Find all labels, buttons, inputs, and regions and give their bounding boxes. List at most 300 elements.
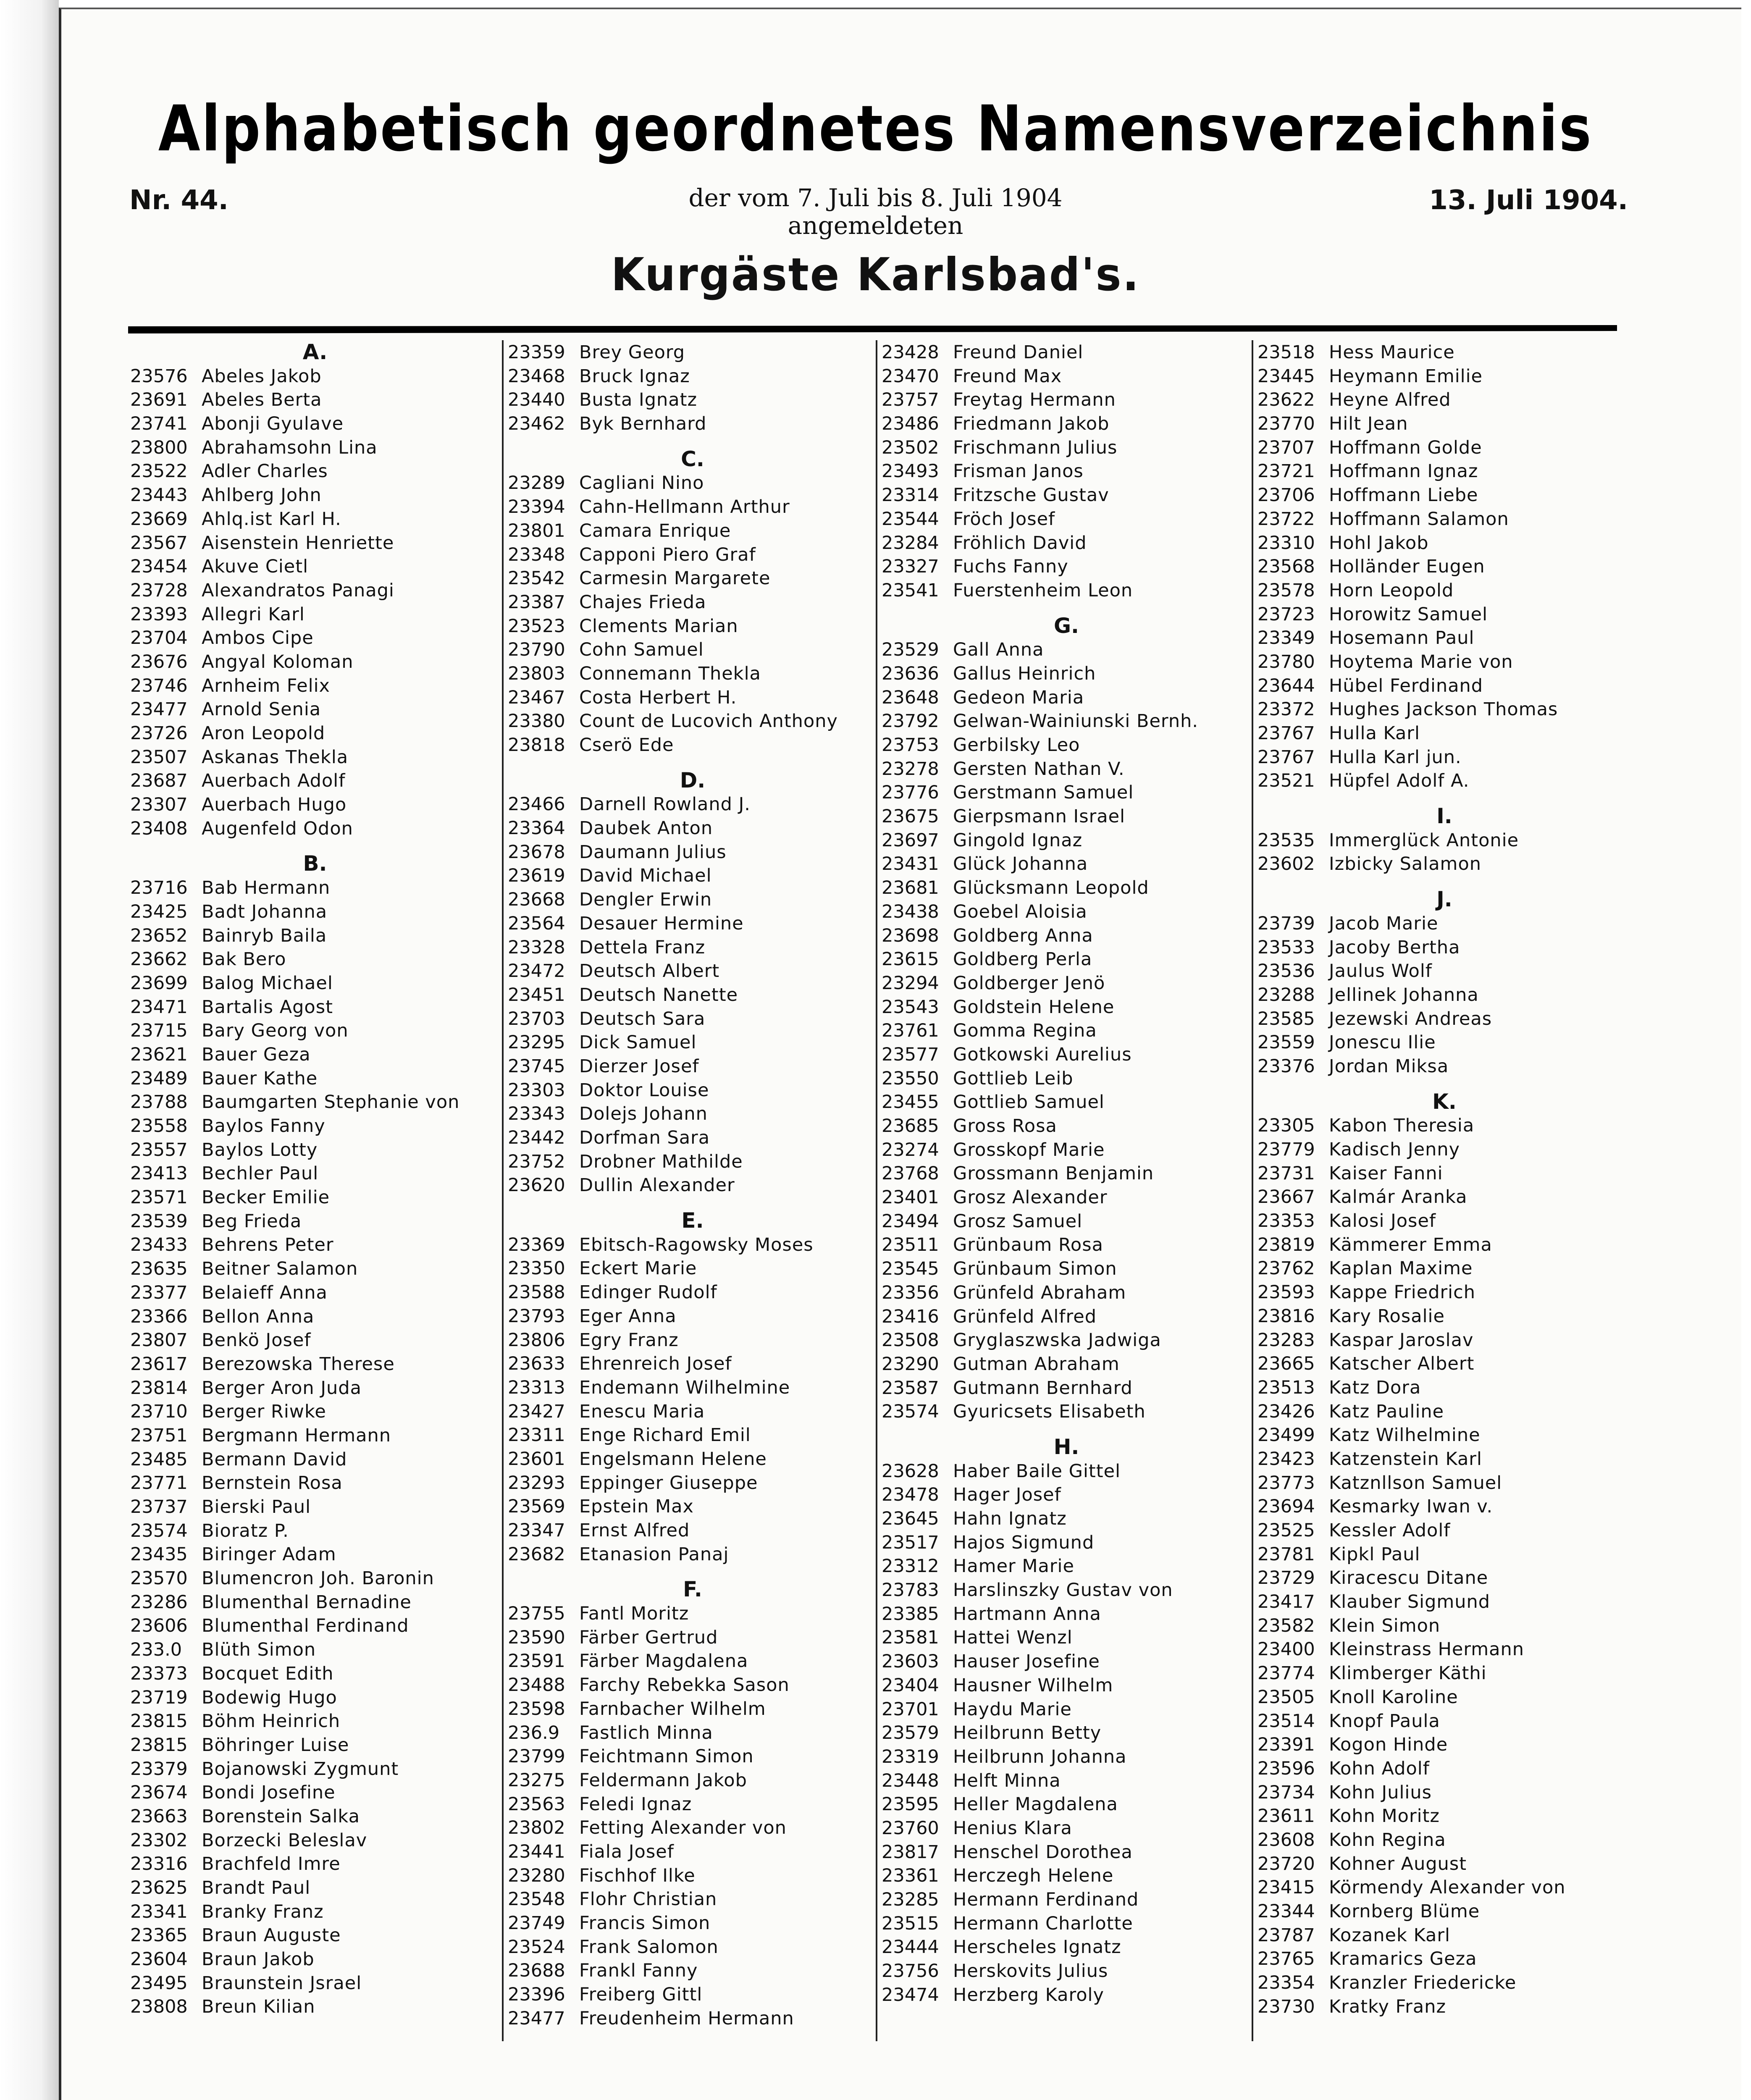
guest-entry	[508, 1007, 877, 1031]
guest-number: 23477	[130, 699, 188, 720]
guest-entry	[882, 1769, 1251, 1793]
guest-entry	[508, 1649, 877, 1673]
guest-name: Katznllson Samuel	[1329, 1472, 1502, 1494]
guest-number: 23328	[508, 937, 565, 958]
guest-name: Frankl Fanny	[579, 1960, 698, 1982]
guest-number: 23574	[130, 1520, 188, 1541]
issue-date: 13. Juli 1904.	[1429, 185, 1628, 216]
guest-number: 23699	[130, 972, 188, 994]
guest-name: Hoffmann Golde	[1329, 437, 1482, 458]
guest-name: Gottlieb Samuel	[953, 1092, 1105, 1113]
guest-entry	[882, 1864, 1251, 1887]
guest-name: Gutmann Bernhard	[953, 1377, 1133, 1399]
guest-number: 23593	[1257, 1282, 1315, 1303]
guest-name: Askanas Thekla	[202, 746, 349, 768]
guest-name: Enescu Maria	[579, 1401, 705, 1422]
guest-name: Jellinek Johanna	[1329, 984, 1479, 1005]
guest-name: Alexandratos Panagi	[202, 580, 394, 601]
guest-number: 23348	[508, 544, 565, 565]
guest-entry	[882, 1161, 1251, 1185]
guest-name: Deutsch Nanette	[579, 984, 738, 1005]
guest-entry	[882, 1483, 1251, 1507]
guest-entry	[1257, 769, 1631, 793]
guest-number: 23289	[508, 472, 565, 494]
guest-name: Goldstein Helene	[953, 996, 1115, 1018]
guest-number: 23466	[508, 794, 565, 815]
guest-number: 23715	[130, 1020, 188, 1042]
guest-entry	[1257, 1233, 1631, 1257]
guest-name: Kalosi Josef	[1329, 1210, 1436, 1232]
guest-number: 23284	[882, 532, 939, 554]
guest-entry	[1257, 1209, 1631, 1233]
guest-name: Herskovits Julius	[953, 1961, 1108, 1982]
guest-entry	[130, 459, 500, 483]
guest-name: Grünfeld Abraham	[953, 1282, 1126, 1303]
guest-entry	[130, 1780, 500, 1804]
guest-number: 23603	[882, 1651, 939, 1672]
guest-name: Fiala Josef	[579, 1841, 674, 1862]
guest-number: 23494	[882, 1210, 939, 1232]
guest-entry	[508, 1102, 877, 1126]
guest-number: 23751	[130, 1425, 188, 1446]
guest-entry	[130, 1685, 500, 1709]
guest-entry	[882, 1840, 1251, 1864]
guest-number: 23779	[1257, 1139, 1315, 1160]
guest-name: Blumencron Joh. Baronin	[202, 1568, 434, 1589]
guest-name: Cagliani Nino	[579, 472, 704, 494]
guest-number: 23350	[508, 1258, 565, 1279]
guest-number: 23521	[1257, 770, 1315, 792]
guest-entry	[130, 1566, 500, 1590]
guest-entry	[508, 959, 877, 983]
guest-number: 23577	[882, 1044, 939, 1065]
guest-name: Friedmann Jakob	[953, 413, 1110, 435]
guest-entry	[882, 1959, 1251, 1983]
guest-entry	[508, 1126, 877, 1150]
guest-entry	[508, 1423, 877, 1447]
guest-entry	[882, 1745, 1251, 1769]
guest-name: Kaiser Fanni	[1329, 1163, 1443, 1184]
guest-entry	[882, 531, 1251, 555]
guest-name: Dullin Alexander	[579, 1175, 735, 1196]
guest-name: Helft Minna	[953, 1770, 1061, 1791]
guest-number: 23790	[508, 639, 565, 661]
guest-name: Haber Baile Gittel	[953, 1460, 1121, 1482]
guest-name: Berger Riwke	[202, 1401, 326, 1423]
guest-name: Hulla Karl jun.	[1329, 746, 1462, 768]
guest-name: Fischhof Ilke	[579, 1865, 696, 1886]
guest-name: Kranzler Friedericke	[1329, 1972, 1517, 1994]
guest-entry	[130, 1066, 500, 1090]
guest-number: 23440	[508, 389, 565, 411]
guest-entry	[882, 340, 1251, 364]
guest-number: 23372	[1257, 699, 1315, 720]
guest-name: Glücksmann Leopold	[953, 877, 1149, 899]
guest-number: 23454	[130, 556, 188, 578]
guest-number: 23385	[882, 1603, 939, 1625]
guest-name: Hauser Josefine	[953, 1651, 1100, 1672]
guest-name: Grosz Alexander	[953, 1187, 1108, 1208]
guest-name: Abeles Jakob	[202, 365, 322, 387]
guest-name: Byk Bernhard	[579, 413, 707, 435]
guest-number: 23745	[508, 1055, 565, 1077]
guest-number: 23474	[882, 1984, 939, 2006]
guest-number: 233.0	[130, 1639, 182, 1661]
guest-entry	[508, 1625, 877, 1649]
guest-number: 23316	[130, 1853, 188, 1875]
guest-name: Darnell Rowland J.	[579, 794, 751, 815]
guest-name: Hamer Marie	[953, 1556, 1074, 1577]
guest-number: 23353	[1257, 1210, 1315, 1232]
guest-entry	[1257, 1923, 1631, 1947]
guest-name: Baylos Fanny	[202, 1116, 326, 1137]
guest-entry	[508, 983, 877, 1007]
guest-name: Deutsch Sara	[579, 1008, 706, 1029]
guest-entry	[508, 1887, 877, 1911]
guest-entry	[882, 1578, 1251, 1602]
guest-entry	[1257, 1423, 1631, 1447]
guest-entry	[508, 566, 877, 590]
guest-entry	[508, 840, 877, 864]
guest-entry	[882, 995, 1251, 1019]
guest-number: 23545	[882, 1258, 939, 1280]
guest-entry	[882, 364, 1251, 388]
guest-entry	[882, 852, 1251, 876]
guest-entry	[130, 1471, 500, 1495]
guest-number: 23617	[130, 1353, 188, 1375]
guest-name: Kornberg Blüme	[1329, 1901, 1480, 1922]
guest-name: Grosz Samuel	[953, 1210, 1083, 1232]
guest-number: 23379	[130, 1758, 188, 1780]
guest-number: 23730	[1257, 1996, 1315, 2017]
guest-name: Flohr Christian	[579, 1889, 717, 1910]
guest-entry	[130, 1995, 500, 2019]
guest-entry	[1257, 674, 1631, 698]
guest-entry	[508, 1601, 877, 1625]
guest-number: 23404	[882, 1675, 939, 1696]
guest-entry	[882, 1090, 1251, 1114]
guest-entry	[882, 1018, 1251, 1042]
guest-name: Horn Leopold	[1329, 580, 1454, 601]
guest-number: 23495	[130, 1972, 188, 1994]
guest-entry	[1257, 578, 1631, 602]
guest-entry	[1257, 412, 1631, 436]
guest-number: 23800	[130, 437, 188, 458]
guest-name: Hosemann Paul	[1329, 627, 1475, 649]
guest-name: Kipkl Paul	[1329, 1544, 1420, 1565]
name-column-2	[502, 340, 877, 2041]
guest-entry	[508, 1150, 877, 1173]
guest-entry	[1257, 983, 1631, 1007]
guest-number: 23767	[1257, 746, 1315, 768]
section-letter: A.	[302, 340, 328, 364]
guest-number: 23720	[1257, 1853, 1315, 1874]
guest-name: Goldberg Anna	[953, 925, 1093, 946]
guest-entry	[130, 995, 500, 1019]
guest-name: Hattei Wenzl	[953, 1627, 1073, 1648]
guest-name: Grossmann Benjamin	[953, 1163, 1154, 1184]
guest-entry	[1257, 340, 1631, 364]
guest-number: 23767	[1257, 723, 1315, 744]
guest-entry	[1257, 1447, 1631, 1471]
guest-name: Bechler Paul	[202, 1163, 319, 1184]
guest-name: Heymann Emilie	[1329, 365, 1483, 387]
guest-entry	[882, 1602, 1251, 1626]
guest-number: 23783	[882, 1580, 939, 1601]
guest-entry	[508, 590, 877, 614]
guest-number: 23310	[1257, 532, 1315, 554]
page-gutter-shadow	[0, 0, 59, 2100]
guest-number: 23444	[882, 1937, 939, 1958]
guest-entry	[882, 780, 1251, 804]
guest-name: Costa Herbert H.	[579, 687, 737, 708]
guest-name: Freund Daniel	[953, 342, 1084, 363]
guest-entry	[508, 1721, 877, 1745]
guest-number: 23314	[882, 485, 939, 506]
guest-name: Körmendy Alexander von	[1329, 1877, 1566, 1898]
name-column-3	[876, 340, 1251, 2041]
guest-name: Arnold Senia	[202, 699, 321, 720]
guest-name: Jordan Miksa	[1329, 1055, 1449, 1077]
guest-name: Borzecki Beleslav	[202, 1830, 368, 1851]
guest-entry	[130, 1733, 500, 1757]
guest-name: Katscher Albert	[1329, 1353, 1475, 1375]
guest-name: Jacoby Bertha	[1329, 937, 1460, 958]
guest-name: Bocquet Edith	[202, 1663, 334, 1684]
guest-entry	[1257, 1590, 1631, 1614]
guest-entry	[882, 1376, 1251, 1400]
guest-name: Knopf Paula	[1329, 1710, 1440, 1732]
guest-number: 23621	[130, 1044, 188, 1065]
guest-number: 23817	[882, 1841, 939, 1863]
guest-name: Gingold Ignaz	[953, 830, 1083, 851]
guest-number: 23707	[1257, 437, 1315, 458]
guest-entry	[882, 1816, 1251, 1840]
guest-entry	[1257, 1804, 1631, 1828]
guest-number: 23485	[130, 1449, 188, 1470]
guest-entry	[130, 1399, 500, 1423]
guest-number: 23815	[130, 1711, 188, 1732]
guest-number: 23302	[130, 1830, 188, 1851]
guest-entry	[882, 757, 1251, 781]
guest-number: 23581	[882, 1627, 939, 1648]
guest-entry	[1257, 1828, 1631, 1852]
guest-name: Goldberger Jenö	[953, 972, 1105, 994]
guest-entry	[1257, 828, 1631, 852]
guest-number: 23313	[508, 1377, 565, 1398]
guest-entry	[1257, 1947, 1631, 1971]
guest-name: Beitner Salamon	[202, 1258, 358, 1280]
guest-name: Hüpfel Adolf A.	[1329, 770, 1470, 792]
guest-name: Bauer Kathe	[202, 1068, 318, 1089]
guest-entry	[130, 1923, 500, 1947]
guest-name: Brachfeld Imre	[202, 1853, 341, 1875]
guest-entry	[130, 1757, 500, 1781]
guest-number: 23596	[1257, 1758, 1315, 1779]
guest-number: 23815	[130, 1734, 188, 1756]
guest-name: Belaieff Anna	[202, 1282, 328, 1303]
guest-entry	[130, 816, 500, 840]
guest-name: Abonji Gyulave	[202, 413, 344, 435]
guest-number: 23286	[130, 1591, 188, 1613]
guest-name: Gutman Abraham	[953, 1353, 1120, 1375]
guest-name: Bary Georg von	[202, 1020, 349, 1042]
guest-number: 23757	[882, 389, 939, 411]
section-letter: K.	[1432, 1089, 1457, 1114]
guest-entry	[882, 1185, 1251, 1209]
guest-name: Cohn Samuel	[579, 639, 704, 661]
guest-name: Francis Simon	[579, 1913, 711, 1934]
guest-number: 23341	[130, 1901, 188, 1922]
guest-name: Bierski Paul	[202, 1496, 311, 1517]
guest-name: Hermann Charlotte	[953, 1913, 1133, 1934]
guest-entry	[882, 1673, 1251, 1697]
guest-number: 23756	[882, 1961, 939, 1982]
guest-number: 23675	[882, 806, 939, 827]
guest-number: 23542	[508, 568, 565, 589]
guest-name: Hughes Jackson Thomas	[1329, 699, 1558, 720]
guest-entry	[882, 662, 1251, 685]
guest-number: 23801	[508, 520, 565, 541]
guest-number: 23567	[130, 532, 188, 554]
guest-entry	[882, 1649, 1251, 1673]
guest-entry	[882, 828, 1251, 852]
guest-number: 23665	[1257, 1353, 1315, 1375]
guest-number: 23722	[1257, 508, 1315, 530]
guest-entry	[508, 1673, 877, 1697]
guest-number: 23578	[1257, 580, 1315, 601]
guest-name: Badt Johanna	[202, 901, 328, 922]
guest-entry	[1257, 745, 1631, 769]
guest-entry	[508, 412, 877, 436]
guest-entry	[130, 1138, 500, 1162]
guest-entry	[882, 900, 1251, 924]
guest-entry	[1257, 364, 1631, 388]
guest-entry	[882, 709, 1251, 733]
guest-name: Baylos Lotty	[202, 1139, 318, 1160]
guest-entry	[130, 650, 500, 674]
guest-name: Haydu Marie	[953, 1698, 1072, 1720]
guest-entry	[882, 1911, 1251, 1935]
guest-name: Grünbaum Rosa	[953, 1234, 1103, 1256]
guest-number: 23319	[882, 1746, 939, 1767]
guest-number: 23667	[1257, 1186, 1315, 1208]
guest-entry	[130, 1900, 500, 1924]
guest-name: Behrens Peter	[202, 1234, 334, 1256]
guest-number: 23366	[130, 1306, 188, 1327]
guest-entry	[508, 1447, 877, 1471]
guest-entry	[508, 1256, 877, 1280]
guest-entry	[1257, 911, 1631, 935]
guest-entry	[1257, 602, 1631, 626]
guest-number: 23734	[1257, 1782, 1315, 1803]
guest-name: Immerglück Antonie	[1329, 830, 1519, 851]
guest-entry	[1257, 650, 1631, 674]
guest-number: 23274	[882, 1139, 939, 1160]
guest-entry	[130, 1519, 500, 1543]
guest-name: Eckert Marie	[579, 1258, 697, 1279]
guest-number: 23588	[508, 1282, 565, 1303]
guest-entry	[508, 887, 877, 911]
guest-name: Bak Bero	[202, 949, 286, 970]
guest-number: 23762	[1257, 1258, 1315, 1279]
guest-entry	[1257, 1756, 1631, 1780]
guest-name: Branky Franz	[202, 1901, 324, 1922]
guest-entry	[1257, 507, 1631, 531]
guest-number: 23768	[882, 1163, 939, 1184]
guest-number: 23601	[508, 1448, 565, 1470]
guest-name: Bartalis Agost	[202, 996, 333, 1018]
guest-number: 23544	[882, 508, 939, 530]
guest-number: 23548	[508, 1889, 565, 1910]
guest-number: 23451	[508, 984, 565, 1005]
guest-entry	[1257, 1542, 1631, 1566]
section-letter: F.	[683, 1577, 702, 1602]
guest-entry	[1257, 626, 1631, 650]
guest-name: Adler Charles	[202, 461, 328, 482]
guest-number: 23525	[1257, 1520, 1315, 1541]
guest-number: 23393	[130, 604, 188, 625]
guest-number: 23710	[130, 1401, 188, 1423]
guest-name: Klauber Sigmund	[1329, 1591, 1491, 1613]
guest-entry	[1257, 1113, 1631, 1137]
guest-name: Baumgarten Stephanie von	[202, 1092, 460, 1113]
guest-entry	[130, 626, 500, 650]
guest-entry	[882, 1281, 1251, 1305]
guest-entry	[508, 911, 877, 935]
guest-number: 23486	[882, 413, 939, 435]
guest-number: 23557	[130, 1139, 188, 1160]
guest-number: 23391	[1257, 1734, 1315, 1756]
guest-name: Borenstein Salka	[202, 1806, 360, 1827]
guest-number: 23808	[130, 1996, 188, 2018]
guest-entry	[130, 531, 500, 555]
guest-number: 23802	[508, 1817, 565, 1839]
guest-name: Blüth Simon	[202, 1639, 316, 1661]
guest-name: Connemann Thekla	[579, 663, 761, 684]
guest-entry	[130, 924, 500, 948]
guest-name: Epstein Max	[579, 1496, 694, 1517]
guest-name: Abrahamsohn Lina	[202, 437, 378, 458]
guest-name: Bruck Ignaz	[579, 365, 690, 387]
guest-name: Feledi Ignaz	[579, 1793, 692, 1815]
guest-entry	[1257, 1471, 1631, 1495]
guest-number: 23522	[130, 461, 188, 482]
guest-entry	[1257, 1732, 1631, 1756]
guest-name: Gross Rosa	[953, 1116, 1057, 1137]
guest-name: Gotkowski Aurelius	[953, 1044, 1132, 1065]
guest-number: 23691	[130, 389, 188, 411]
guest-name: Hoffmann Liebe	[1329, 485, 1478, 506]
guest-name: Augenfeld Odon	[202, 818, 353, 839]
guest-entry	[508, 340, 877, 364]
guest-number: 23608	[1257, 1829, 1315, 1851]
guest-name: David Michael	[579, 865, 712, 887]
guest-entry	[508, 1376, 877, 1399]
guest-entry	[882, 1935, 1251, 1959]
guest-name: Hoytema Marie von	[1329, 651, 1513, 672]
guest-name: Gersten Nathan V.	[953, 758, 1125, 780]
guest-number: 23502	[882, 437, 939, 458]
guest-entry	[1257, 436, 1631, 459]
guest-entry	[508, 792, 877, 816]
guest-number: 23799	[508, 1746, 565, 1767]
guest-entry	[1257, 1352, 1631, 1376]
guest-entry	[130, 1042, 500, 1066]
guest-number: 23489	[130, 1068, 188, 1089]
guest-number: 23373	[130, 1663, 188, 1684]
guest-entry	[130, 1947, 500, 1971]
